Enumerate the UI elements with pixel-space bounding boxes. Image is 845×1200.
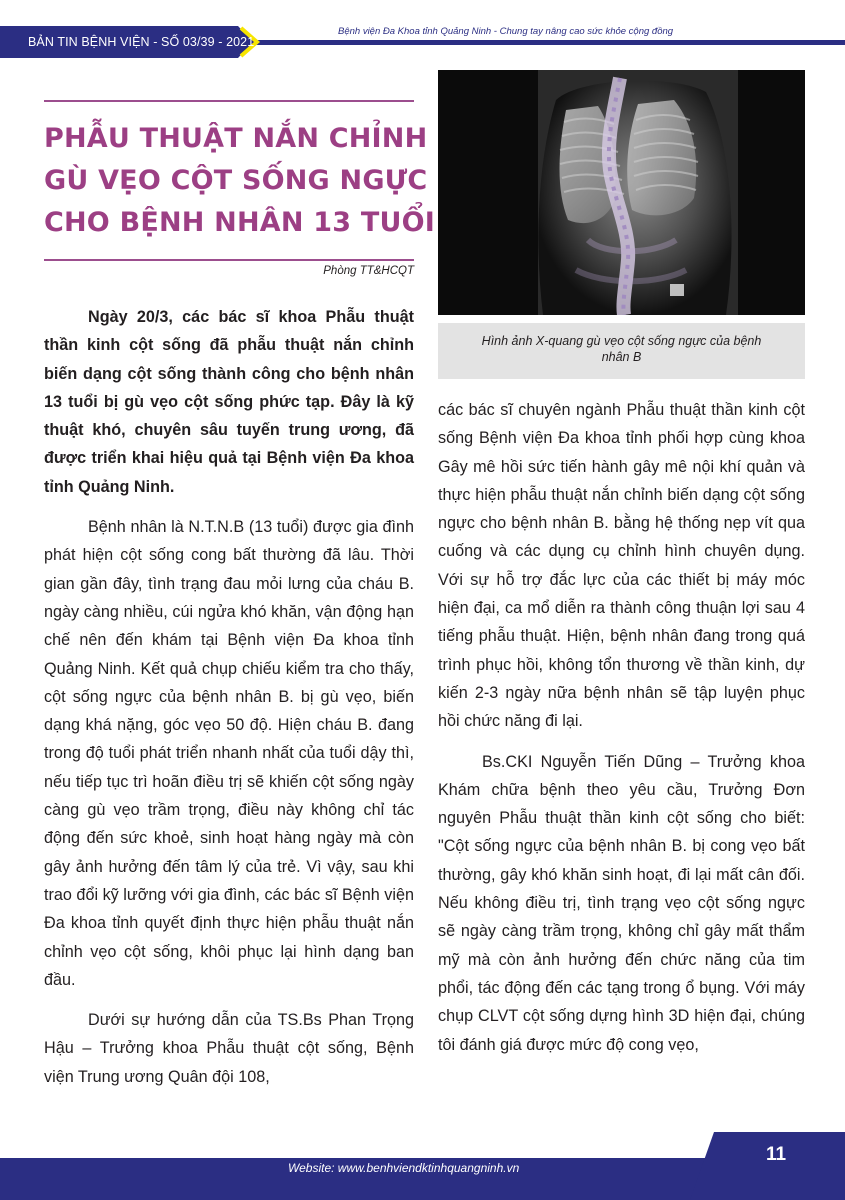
body-paragraph-2-start: Dưới sự hướng dẫn của TS.Bs Phan Trọng Hậu – Trưởng khoa Phẫu thuật cột sống, Bệnh viện Trung ương Quân đội 108,: [44, 1011, 414, 1086]
xray-image: [438, 70, 805, 315]
article-title: [44, 118, 435, 244]
figure-caption: Hình ảnh X-quang gù vẹo cột sống ngực của bệnh nhân B: [481, 334, 762, 364]
body-paragraph-1: Bệnh nhân là N.T.N.B (13 tuổi) được gia đình phát hiện cột sống cong bất thường đã lâu. Thời gian gần đây, tình trạng đau mỏi lưng của cháu B. ngày càng nhiều, cúi ngửa khó khăn, vận động hạn chế nên đến khám tại Bệnh viện Đa khoa tỉnh Quảng Ninh. Kết quả chụp chiếu kiểm tra cho thấy, cột sống ngực của bệnh nhân B. bị gù vẹo, biến dạng khá nặng, góc vẹo 50 độ. Hiện cháu B. đang trong độ tuổi phát triển nhanh nhất của tuổi dậy thì, nếu tiếp tục trì hoãn điều trị sẽ khiến cột sống ngày càng gù vẹo trầm trọng, điều này không chỉ tác động đến sức khoẻ, sinh hoạt hàng ngày mà còn gây ảnh hưởng đến tâm lý của trẻ. Vì vậy, sau khi trao đổi kỹ lưỡng với gia đình, các bác sĩ Bệnh viện Đa khoa tỉnh quyết định thực hiện phẫu thuật nắn chỉnh vẹo cột sống, khôi phục lại hình dạng ban đầu.: [44, 518, 414, 989]
title-line-1: PHẪU THUẬT NẮN CHỈNH: [44, 123, 428, 154]
footer-website: Website: www.benhviendktinhquangninh.vn: [288, 1161, 520, 1175]
issue-label: BẢN TIN BỆNH VIỆN - SỐ 03/39 - 2021: [28, 35, 255, 49]
page-tab-shape: [690, 1132, 845, 1200]
body-paragraph-3: Bs.CKI Nguyễn Tiến Dũng – Trưởng khoa Khám chữa bệnh theo yêu cầu, Trưởng Đơn nguyên Phẫu thuật thần kinh cột sống cho biết: "Cột sống ngực của bệnh nhân B. bị cong vẹo bất thường, gây khó khăn sinh hoạt, đi lại mất cân đối. Nếu không điều trị, tình trạng vẹo cột sống ngực sẽ ngày càng trầm trọng, không chỉ gây mất thẩm mỹ mà còn ảnh hưởng đến chức năng của tim phổi, tác động đến các tạng trong ổ bụng. Với máy chụp CLVT cột sống dựng hình 3D hiện đại, chúng tôi đánh giá được mức độ cong vẹo,: [438, 752, 805, 1054]
article-byline: Phòng TT&HCQT: [323, 265, 414, 277]
right-column: [438, 396, 805, 1059]
body-paragraph-2-end: các bác sĩ chuyên ngành Phẫu thuật thần kinh cột sống Bệnh viện Đa khoa tỉnh phối hợp cùng khoa Gây mê hồi sức tiến hành gây mê nội khí quản và thực hiện phẫu thuật nắn chỉnh biến dạng cột sống ngực cho bệnh nhân B. bằng hệ thống nẹp vít qua cuống và các dụng cụ chỉnh hình chuyên dụng. Với sự hỗ trợ đắc lực của các thiết bị máy móc hiện đại, ca mổ diễn ra thành công thuận lợi sau 4 tiếng phẫu thuật. Hiện, bệnh nhân đang trong quá trình phục hồi, không tổn thương về thần kinh, dự kiến 2-3 ngày nữa bệnh nhân sẽ tập luyện phục hồi chức năng đi lại.: [438, 401, 805, 731]
title-line-3: CHO BỆNH NHÂN 13 TUỔI: [44, 207, 435, 238]
header-slogan: Bệnh viện Đa Khoa tỉnh Quảng Ninh - Chung tay nâng cao sức khỏe cộng đồng: [338, 26, 674, 37]
title-line-2: GÙ VẸO CỘT SỐNG NGỰC: [44, 165, 428, 196]
title-top-rule: [44, 100, 414, 102]
title-bottom-rule: [44, 259, 414, 261]
left-column: [44, 303, 414, 1091]
page-number: 11: [766, 1144, 787, 1165]
lead-paragraph: Ngày 20/3, các bác sĩ khoa Phẫu thuật thần kinh cột sống đã phẫu thuật nắn chỉnh biến dạng cột sống thành công cho bệnh nhân 13 tuổi bị gù vẹo cột sống phức tạp. Đây là kỹ thuật khó, chuyên sâu tuyến trung ương, đã được triển khai hiệu quả tại Bệnh viện Đa khoa tỉnh Quảng Ninh.: [44, 308, 414, 496]
page-number-tab: [690, 1132, 845, 1200]
xray-illustration: [438, 70, 805, 315]
